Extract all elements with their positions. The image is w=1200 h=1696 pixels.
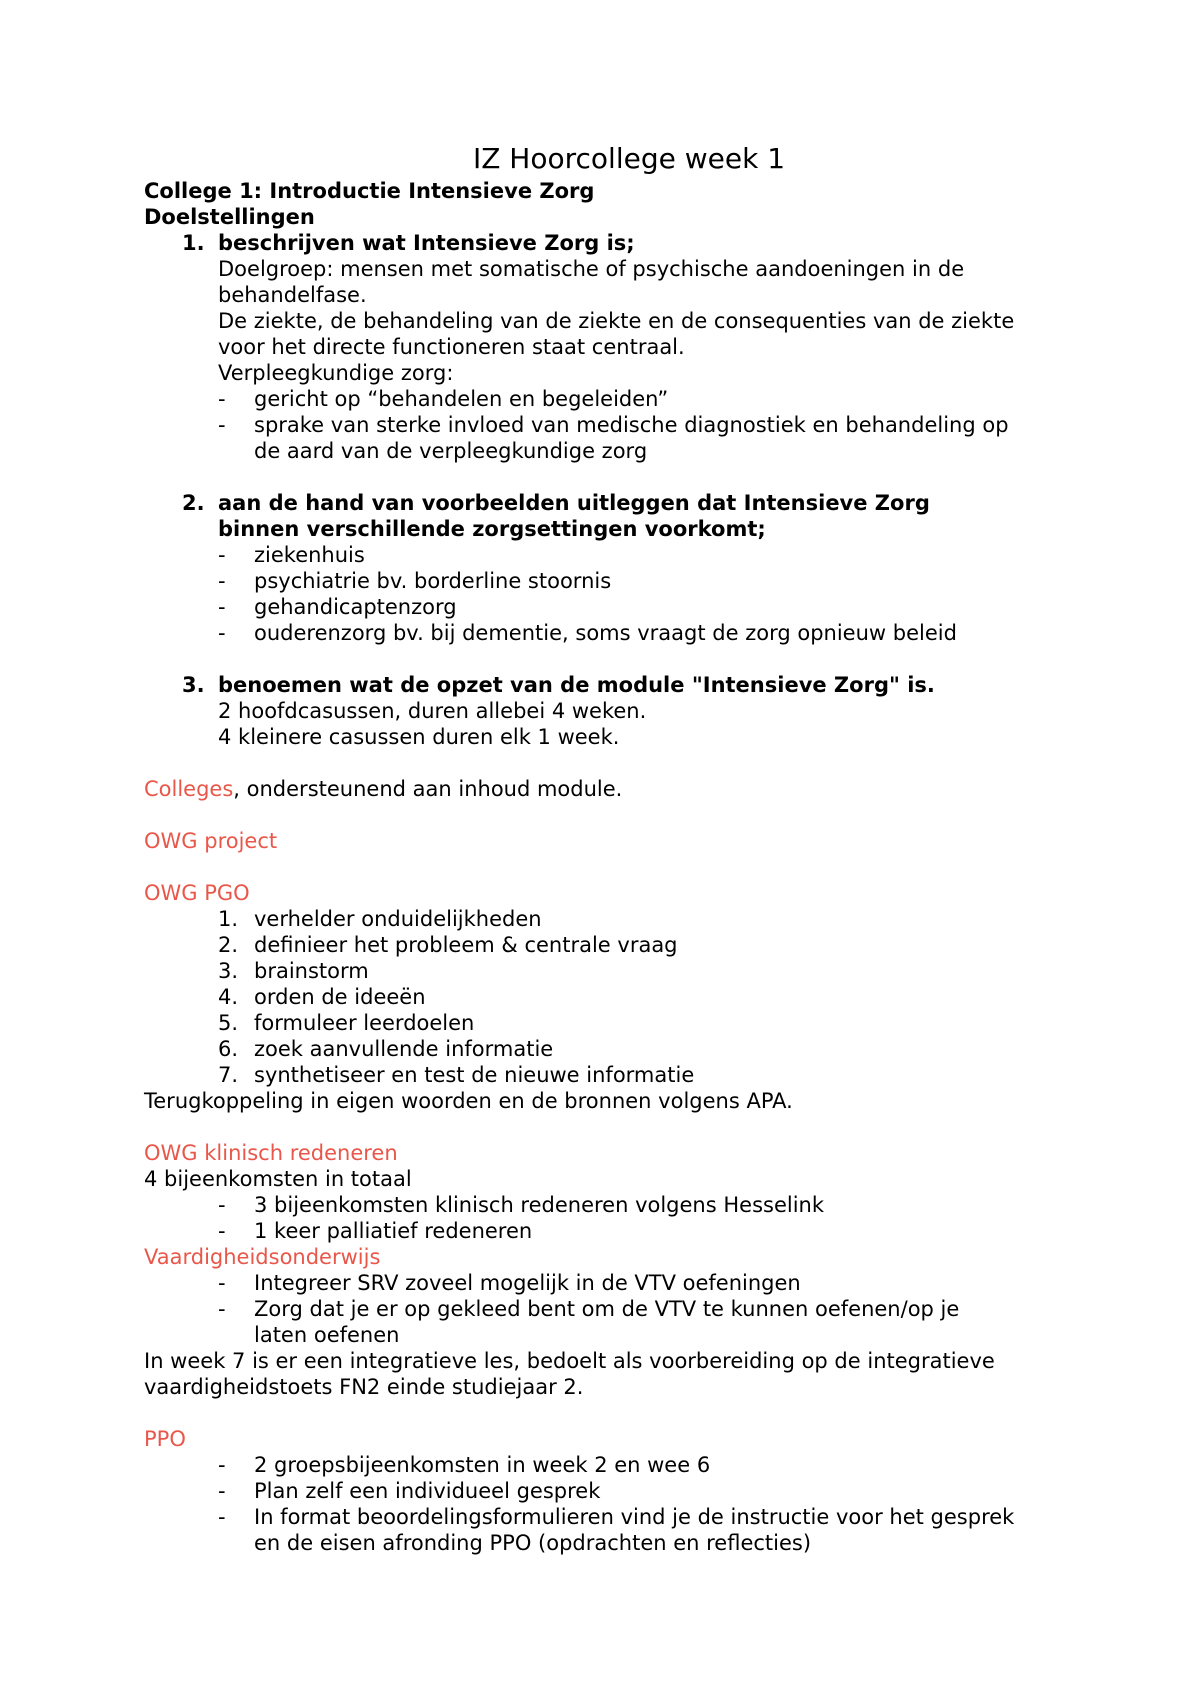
goal-3-line: 2 hoofdcasussen, duren allebei 4 weken.	[218, 699, 647, 723]
college-heading: College 1: Introductie Intensieve Zorg	[144, 179, 595, 203]
pgo-step-text: zoek aanvullende informatie	[254, 1037, 554, 1061]
document-title: IZ Hoorcollege week 1	[472, 142, 786, 175]
pgo-step-text: brainstorm	[254, 959, 369, 983]
bullet-dash: -	[218, 1193, 226, 1217]
pgo-step	[144, 984, 1084, 1010]
bullet-dash: -	[218, 569, 226, 593]
goal-2-number: 2.	[182, 491, 205, 515]
bullet-dash: -	[218, 543, 226, 567]
bullet-dash: -	[218, 595, 226, 619]
pgo-step-number: 1.	[218, 907, 239, 931]
colleges-label: Colleges	[144, 777, 234, 801]
klinisch-bullet	[144, 1192, 1084, 1218]
owg-klinisch-intro: 4 bijeenkomsten in totaal	[144, 1167, 412, 1191]
goal-2-bullet	[144, 594, 1084, 620]
colleges-paragraph	[144, 776, 1084, 802]
colleges-text: , ondersteunend aan inhoud module.	[233, 777, 623, 801]
bullet-text: ziekenhuis	[254, 543, 365, 567]
ppo-bullet	[144, 1452, 1084, 1478]
goal-2-title-continuation: binnen verschillende zorgsettingen voorkomt;	[218, 517, 766, 541]
pgo-step-text: synthetiseer en test de nieuwe informatie	[254, 1063, 695, 1087]
pgo-step-number: 6.	[218, 1037, 239, 1061]
vaardigheid-heading: Vaardigheidsonderwijs	[144, 1245, 381, 1269]
bullet-dash: -	[218, 1219, 226, 1243]
pgo-step	[144, 1062, 1084, 1088]
bullet-dash: -	[218, 1505, 226, 1529]
bullet-text: gehandicaptenzorg	[254, 595, 457, 619]
goal-1-line: voor het directe functioneren staat centraal.	[218, 335, 685, 359]
goal-1-line: Doelgroep: mensen met somatische of psychische aandoeningen in de	[218, 257, 965, 281]
goal-1-line: De ziekte, de behandeling van de ziekte en de consequenties van de ziekte	[218, 309, 1015, 333]
bullet-text: 3 bijeenkomsten klinisch redeneren volgens Hesselink	[254, 1193, 825, 1217]
goal-3-heading	[144, 672, 1084, 698]
ppo-bullet	[144, 1504, 1084, 1530]
bullet-text: ouderenzorg bv. bij dementie, soms vraagt de zorg opnieuw beleid	[254, 621, 957, 645]
vaardigheid-bullet-continuation: laten oefenen	[254, 1323, 400, 1347]
vaardigheid-bullet	[144, 1270, 1084, 1296]
bullet-dash: -	[218, 1479, 226, 1503]
pgo-feedback-text: Terugkoppeling in eigen woorden en de bronnen volgens APA.	[144, 1089, 793, 1113]
vaardigheid-paragraph-line: vaardigheidstoets FN2 einde studiejaar 2.	[144, 1375, 584, 1399]
pgo-step-number: 2.	[218, 933, 239, 957]
pgo-step	[144, 1010, 1084, 1036]
bullet-text: 2 groepsbijeenkomsten in week 2 en wee 6	[254, 1453, 711, 1477]
ppo-bullet	[144, 1478, 1084, 1504]
pgo-step-number: 4.	[218, 985, 239, 1009]
goal-2-bullet	[144, 568, 1084, 594]
bullet-text: 1 keer palliatief redeneren	[254, 1219, 533, 1243]
pgo-step-text: verhelder onduidelijkheden	[254, 907, 542, 931]
goal-1-bullet	[144, 412, 1084, 438]
goal-1-line: behandelfase.	[218, 283, 367, 307]
goal-2-bullet	[144, 542, 1084, 568]
pgo-step	[144, 932, 1084, 958]
bullet-dash: -	[218, 1297, 226, 1321]
ppo-heading: PPO	[144, 1427, 186, 1451]
goal-1-number: 1.	[182, 231, 205, 255]
bullet-dash: -	[218, 1453, 226, 1477]
pgo-step-number: 3.	[218, 959, 239, 983]
vaardigheid-paragraph-line: In week 7 is er een integratieve les, bedoelt als voorbereiding op de integratieve	[144, 1349, 995, 1373]
pgo-step-number: 7.	[218, 1063, 239, 1087]
bullet-dash: -	[218, 413, 226, 437]
pgo-step	[144, 958, 1084, 984]
document-content	[144, 140, 1084, 1556]
pgo-step-text: orden de ideeën	[254, 985, 426, 1009]
goal-2-bullet	[144, 620, 1084, 646]
bullet-text: Zorg dat je er op gekleed bent om de VTV te kunnen oefenen/op je	[254, 1297, 960, 1321]
pgo-step	[144, 906, 1084, 932]
goal-1-bullet-continuation: de aard van de verpleegkundige zorg	[254, 439, 648, 463]
bullet-dash: -	[218, 1271, 226, 1295]
goal-1-heading	[144, 230, 1084, 256]
goal-1-line: Verpleegkundige zorg:	[218, 361, 454, 385]
bullet-text: psychiatrie bv. borderline stoornis	[254, 569, 612, 593]
ppo-bullet-continuation: en de eisen afronding PPO (opdrachten en reflecties)	[254, 1531, 812, 1555]
bullet-text: gericht op “behandelen en begeleiden”	[254, 387, 669, 411]
pgo-step-text: formuleer leerdoelen	[254, 1011, 475, 1035]
doelstellingen-heading: Doelstellingen	[144, 205, 315, 229]
pgo-step	[144, 1036, 1084, 1062]
pgo-step-text: definieer het probleem & centrale vraag	[254, 933, 678, 957]
owg-pgo-heading: OWG PGO	[144, 881, 250, 905]
bullet-text: Plan zelf een individueel gesprek	[254, 1479, 601, 1503]
goal-3-title: benoemen wat de opzet van de module "Intensieve Zorg" is.	[218, 673, 935, 697]
goal-2-title: aan de hand van voorbeelden uitleggen dat Intensieve Zorg	[218, 491, 930, 515]
bullet-dash: -	[218, 387, 226, 411]
bullet-text: Integreer SRV zoveel mogelijk in de VTV oefeningen	[254, 1271, 801, 1295]
goal-3-line: 4 kleinere casussen duren elk 1 week.	[218, 725, 620, 749]
vaardigheid-bullet	[144, 1296, 1084, 1322]
owg-klinisch-heading: OWG klinisch redeneren	[144, 1141, 398, 1165]
bullet-dash: -	[218, 621, 226, 645]
goal-1-title: beschrijven wat Intensieve Zorg is;	[218, 231, 635, 255]
owg-project-heading: OWG project	[144, 829, 278, 853]
goal-2-heading	[144, 490, 1084, 516]
goal-1-bullet	[144, 386, 1084, 412]
goal-3-number: 3.	[182, 673, 205, 697]
bullet-text: In format beoordelingsformulieren vind je de instructie voor het gesprek	[254, 1505, 1015, 1529]
klinisch-bullet	[144, 1218, 1084, 1244]
bullet-text: sprake van sterke invloed van medische diagnostiek en behandeling op	[254, 413, 1009, 437]
pgo-step-number: 5.	[218, 1011, 239, 1035]
